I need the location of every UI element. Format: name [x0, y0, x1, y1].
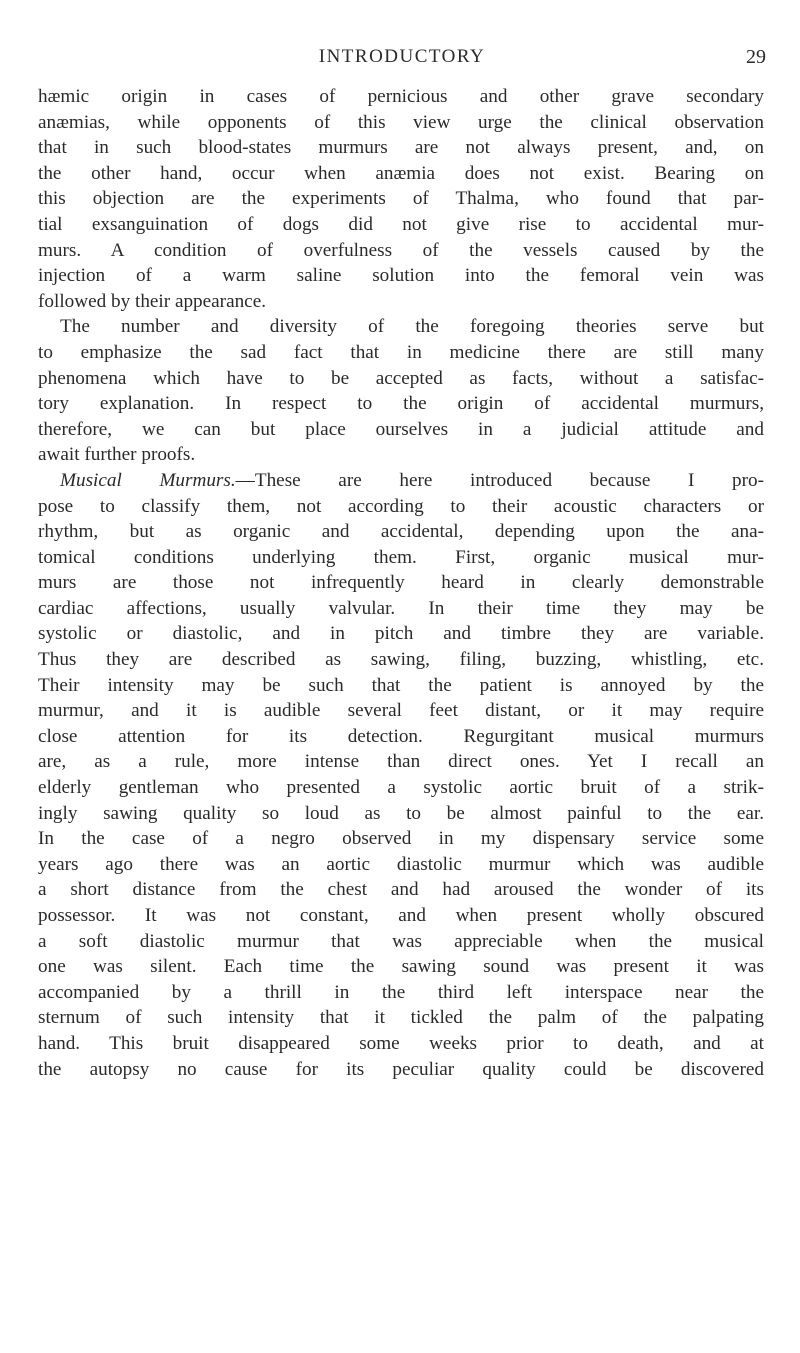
text-line: hand. This bruit disappeared some weeks prior to death, and at — [38, 1032, 764, 1054]
text-line: this objection are the experiments of Thalma, who found that par- — [38, 188, 764, 210]
text-line-rest: —These are here introduced because I pro- — [235, 469, 764, 491]
section-heading: Musical Murmurs. — [60, 469, 236, 491]
text-line: rhythm, but as organic and accidental, depending upon the ana- — [38, 521, 764, 543]
text-line: Thus they are described as sawing, filing, buzzing, whistling, etc. — [38, 649, 764, 671]
page-number: 29 — [746, 46, 766, 68]
text-line: hæmic origin in cases of pernicious and other grave secondary — [38, 86, 764, 107]
text-line: ingly sawing quality so loud as to be almost painful to the ear. — [38, 802, 764, 824]
text-line: followed by their appearance. — [38, 290, 267, 312]
text-line: a soft diastolic murmur that was appreciable when the musical — [38, 930, 764, 952]
text-line: injection of a warm saline solution into the femoral vein was — [38, 265, 764, 287]
text-line: elderly gentleman who presented a systolic aortic bruit of a strik- — [38, 777, 764, 799]
text-line: The number and diversity of the foregoing theories serve but — [60, 316, 764, 338]
text-line: a short distance from the chest and had aroused the wonder of its — [38, 879, 764, 901]
text-line: murmur, and it is audible several feet distant, or it may require — [38, 700, 764, 722]
text-line: tial exsanguination of dogs did not give rise to accidental mur- — [38, 213, 764, 235]
text-line: await further proofs. — [38, 444, 196, 466]
text-line — [38, 468, 764, 494]
text-line: systolic or diastolic, and in pitch and timbre they are variable. — [38, 623, 764, 645]
text-line: cardiac affections, usually valvular. In their time they may be — [38, 597, 764, 619]
text-line: the other hand, occur when anæmia does not exist. Bearing on — [38, 162, 764, 184]
text-line: murs. A condition of overfulness of the vessels caused by the — [38, 239, 764, 261]
text-line: are, as a rule, more intense than direct ones. Yet I recall an — [38, 751, 764, 773]
text-line: to emphasize the sad fact that in medicine there are still many — [38, 341, 764, 363]
text-line: that in such blood-states murmurs are not always present, and, on — [38, 137, 764, 159]
text-line: pose to classify them, not according to their acoustic characters or — [38, 495, 764, 517]
text-line: one was silent. Each time the sawing sound was present it was — [38, 956, 764, 978]
text-line: phenomena which have to be accepted as facts, without a satisfac- — [38, 367, 764, 389]
text-line: anæmias, while opponents of this view urge the clinical observation — [38, 111, 764, 133]
text-line: sternum of such intensity that it tickled the palm of the palpating — [38, 1007, 764, 1029]
body-text — [38, 84, 764, 1082]
text-line: murs are those not infrequently heard in clearly demonstrable — [38, 572, 764, 594]
text-line: the autopsy no cause for its peculiar quality could be discovered — [38, 1058, 764, 1080]
text-line: In the case of a negro observed in my dispensary service some — [38, 828, 764, 850]
text-line: accompanied by a thrill in the third left interspace near the — [38, 981, 764, 1003]
text-line: close attention for its detection. Regurgitant musical murmurs — [38, 725, 764, 747]
text-line: years ago there was an aortic diastolic murmur which was audible — [38, 853, 764, 875]
text-line: tory explanation. In respect to the origin of accidental murmurs, — [38, 393, 764, 415]
text-line: possessor. It was not constant, and when present wholly obscured — [38, 905, 764, 926]
text-line: tomical conditions underlying them. First, organic musical mur- — [38, 546, 764, 568]
text-line: therefore, we can but place ourselves in a judicial attitude and — [38, 418, 764, 440]
running-title: INTRODUCTORY — [318, 46, 486, 67]
text-line: Their intensity may be such that the patient is annoyed by the — [38, 674, 764, 696]
running-head — [38, 44, 766, 70]
